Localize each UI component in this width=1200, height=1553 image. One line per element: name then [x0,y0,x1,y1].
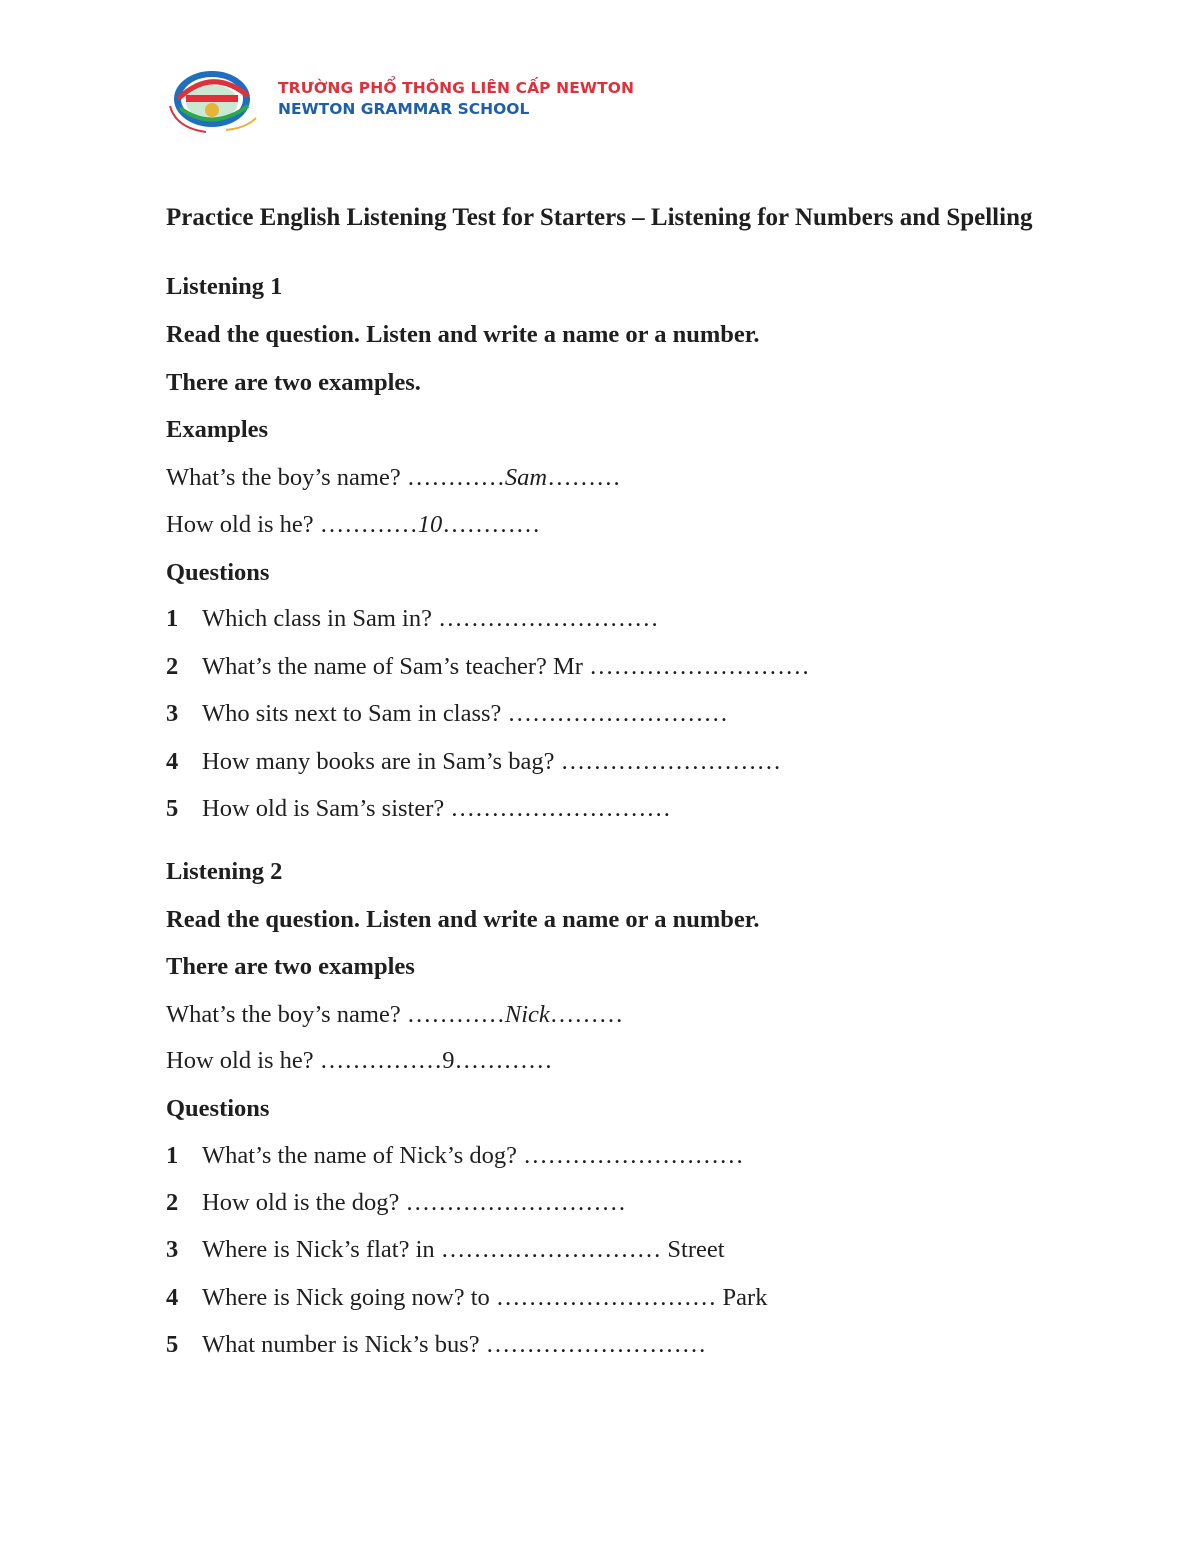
question-text: Which class in Sam in? ……………………… [202,605,659,632]
question-number: 3 [166,1236,179,1263]
answer-blank: ………… [400,464,505,491]
example-question: What’s the boy’s name? [166,1001,401,1028]
question-text: How old is Sam’s sister? ……………………… [202,795,671,822]
question-text: What’s the name of Sam’s teacher? Mr ……………………… [202,653,810,680]
school-header [166,66,726,138]
school-name-en: NEWTON GRAMMAR SCHOOL [278,100,530,118]
school-logo [166,66,260,136]
example-question: What’s the boy’s name? [166,464,401,491]
example-row [166,510,540,540]
question-text: Who sits next to Sam in class? ……………………… [202,700,729,727]
listening-1-instruction: Read the question. Listen and write a name or a number. [166,321,760,348]
listening-2-examples-note: There are two examples [166,953,415,980]
question-text: Where is Nick going now? to ……………………… Park [202,1284,768,1311]
answer-blank: ……… [549,1001,624,1028]
question-text: What number is Nick’s bus? ……………………… [202,1331,707,1358]
question-number: 5 [166,1331,179,1358]
question-number: 2 [166,1189,179,1216]
question-number: 4 [166,1284,179,1311]
examples-heading: Examples [166,416,269,443]
question-number: 3 [166,700,179,727]
listening-1-heading: Listening 1 [166,273,283,300]
example-answer: Sam [504,464,548,491]
question-text: What’s the name of Nick’s dog? ……………………… [202,1142,744,1169]
example-question: How old is he? [166,1047,314,1074]
example-row [166,463,621,493]
answer-blank: ………… [454,1047,553,1074]
questions-heading: Questions [166,1095,270,1122]
example-answer: Nick [504,1001,550,1028]
question-number: 1 [166,1142,179,1169]
question-text: How many books are in Sam’s bag? ……………………… [202,748,782,775]
question-number: 1 [166,605,179,632]
example-row [166,1000,623,1030]
answer-blank: ………… [442,511,541,538]
question-text: How old is the dog? ……………………… [202,1189,626,1216]
listening-1-examples-note: There are two examples. [166,369,421,396]
answer-blank: ……… [547,464,621,491]
page-title: Practice English Listening Test for Starters – Listening for Numbers and Spelling [166,204,1033,231]
answer-blank: ………… [400,1001,505,1028]
listening-2-heading: Listening 2 [166,858,283,885]
example-row [166,1046,553,1076]
question-number: 2 [166,653,179,680]
example-answer: 10 [417,511,443,538]
example-question: How old is he? [166,511,314,538]
question-text: Where is Nick’s flat? in ……………………… Street [202,1236,725,1263]
question-number: 4 [166,748,179,775]
question-number: 5 [166,795,179,822]
example-answer: 9 [442,1047,455,1074]
answer-blank: …………… [313,1047,443,1074]
school-name-vn: TRƯỜNG PHỔ THÔNG LIÊN CẤP NEWTON [278,79,635,97]
questions-heading: Questions [166,559,270,586]
answer-blank: ………… [313,511,418,538]
listening-2-instruction: Read the question. Listen and write a name or a number. [166,906,760,933]
